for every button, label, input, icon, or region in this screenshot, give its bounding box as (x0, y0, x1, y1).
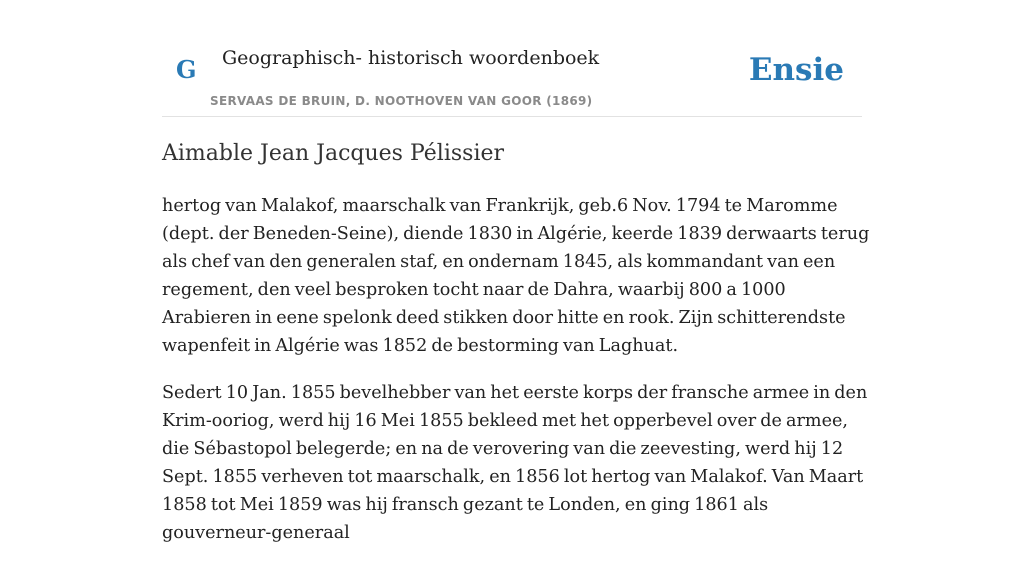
book-authors: SERVAAS DE BRUIN, D. NOOTHOVEN VAN GOOR (1869) (210, 94, 593, 108)
ensie-logo-link[interactable]: Ensie (748, 52, 844, 88)
header (162, 0, 862, 117)
book-title-link[interactable]: Geographisch- historisch woordenboek (222, 47, 600, 69)
entry-paragraph: hertog van Malakof, maarschalk van Frankrijk, geb.6 Nov. 1794 te Maromme (dept. der Beneden-Seine), diende 1830 in Algérie, keerde 1839 derwaarts terug als chef van den generalen staf, en ondernam 1845, als kommandant van een regement, den veel besproken tocht naar de Dahra, waarbij 800 a 1000 Arabieren in eene spelonk deed stikken door hitte en rook. Zijn schitterendste wapenfeit in Algérie was 1852 de bestorming van Laghuat. (162, 196, 870, 356)
book-letter-icon[interactable]: G (176, 55, 197, 84)
entry-paragraph: Sedert 10 Jan. 1855 bevelhebber van het eerste korps der fransche armee in den Krim-ooriog, werd hij 16 Mei 1855 bekleed met het opperbevel over de armee, die Sébastopol belegerde; en na de verovering van die zeevesting, werd hij 12 Sept. 1855 verheven tot maarschalk, en 1856 lot hertog van Malakof. Van Maart 1858 tot Mei 1859 was hij fransch gezant te Londen, en ging 1861 als gouverneur-generaal (162, 383, 868, 543)
entry-title: Aimable Jean Jacques Pélissier (162, 141, 505, 166)
entry-body (162, 192, 870, 566)
